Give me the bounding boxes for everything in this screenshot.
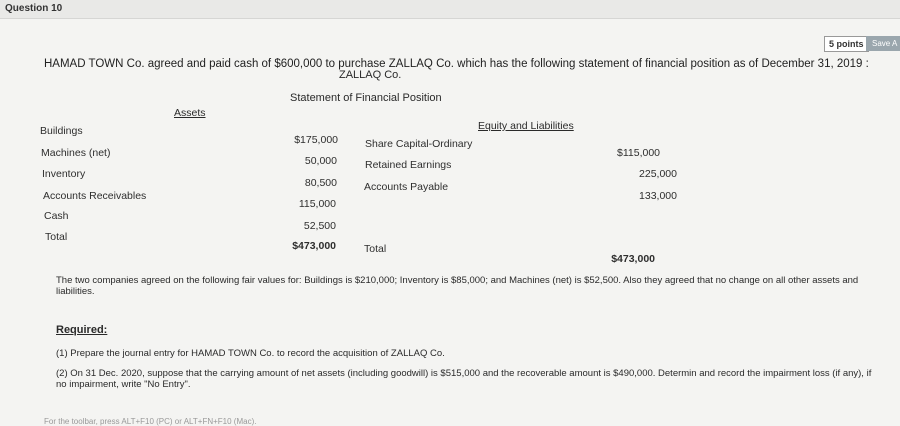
required-item-2: (2) On 31 Dec. 2020, suppose that the carrying amount of net assets (including goodwill) is $515,000 and the recoverable amount is $490,000. Determin and record the impairment loss (if any), if no impairment, write "No Entry". — [56, 368, 872, 390]
asset-value-inventory: 80,500 — [304, 177, 337, 189]
required-heading: Required: — [56, 324, 108, 336]
assets-header: Assets — [174, 107, 206, 119]
assets-total-label: Total — [45, 231, 68, 243]
liability-value-share-capital: $115,000 — [616, 147, 660, 159]
asset-value-receivables: 115,000 — [298, 198, 336, 210]
fair-values-paragraph: The two companies agreed on the following fair values for: Buildings is $210,000; Inventory is $85,000; and Machines (net) is $52,500. Also they agreed that no change on all other assets and liabilities. — [56, 275, 859, 297]
statement-company: ZALLAQ Co. — [339, 69, 402, 81]
assets-total-value: $473,000 — [292, 240, 336, 252]
asset-value-cash: 52,500 — [303, 220, 336, 232]
statement-title: Statement of Financial Position — [290, 92, 442, 104]
asset-label-cash: Cash — [44, 210, 69, 222]
liability-label-accounts-payable: Accounts Payable — [364, 181, 449, 193]
liability-value-accounts-payable: 133,000 — [639, 190, 677, 202]
question-label: Question 10 — [5, 3, 63, 14]
asset-value-machines: 50,000 — [304, 155, 337, 167]
liability-label-share-capital: Share Capital-Ordinary — [365, 138, 473, 150]
required-item-1: (1) Prepare the journal entry for HAMAD TOWN Co. to record the acquisition of ZALLAQ Co. — [56, 348, 445, 359]
liabilities-total-label: Total — [364, 243, 387, 255]
save-answer-button[interactable]: Save A — [866, 36, 900, 51]
question-header — [0, 0, 900, 19]
question-intro: HAMAD TOWN Co. agreed and paid cash of $600,000 to purchase ZALLAQ Co. which has the following statement of financial position as of December 31, 2019 : — [44, 58, 869, 70]
liabilities-header: Equity and Liabilities — [478, 120, 574, 132]
liabilities-total-value: $473,000 — [611, 253, 655, 265]
asset-label-machines: Machines (net) — [41, 147, 111, 159]
toolbar-hint: For the toolbar, press ALT+F10 (PC) or ALT+FN+F10 (Mac). — [44, 417, 257, 426]
liability-label-retained-earnings: Retained Earnings — [365, 159, 452, 171]
asset-label-receivables: Accounts Receivables — [43, 190, 147, 202]
points-badge: 5 points — [824, 36, 869, 52]
asset-label-inventory: Inventory — [42, 168, 86, 180]
liability-value-retained-earnings: 225,000 — [639, 168, 677, 180]
asset-label-buildings: Buildings — [40, 125, 83, 137]
asset-value-buildings: $175,000 — [294, 134, 338, 146]
